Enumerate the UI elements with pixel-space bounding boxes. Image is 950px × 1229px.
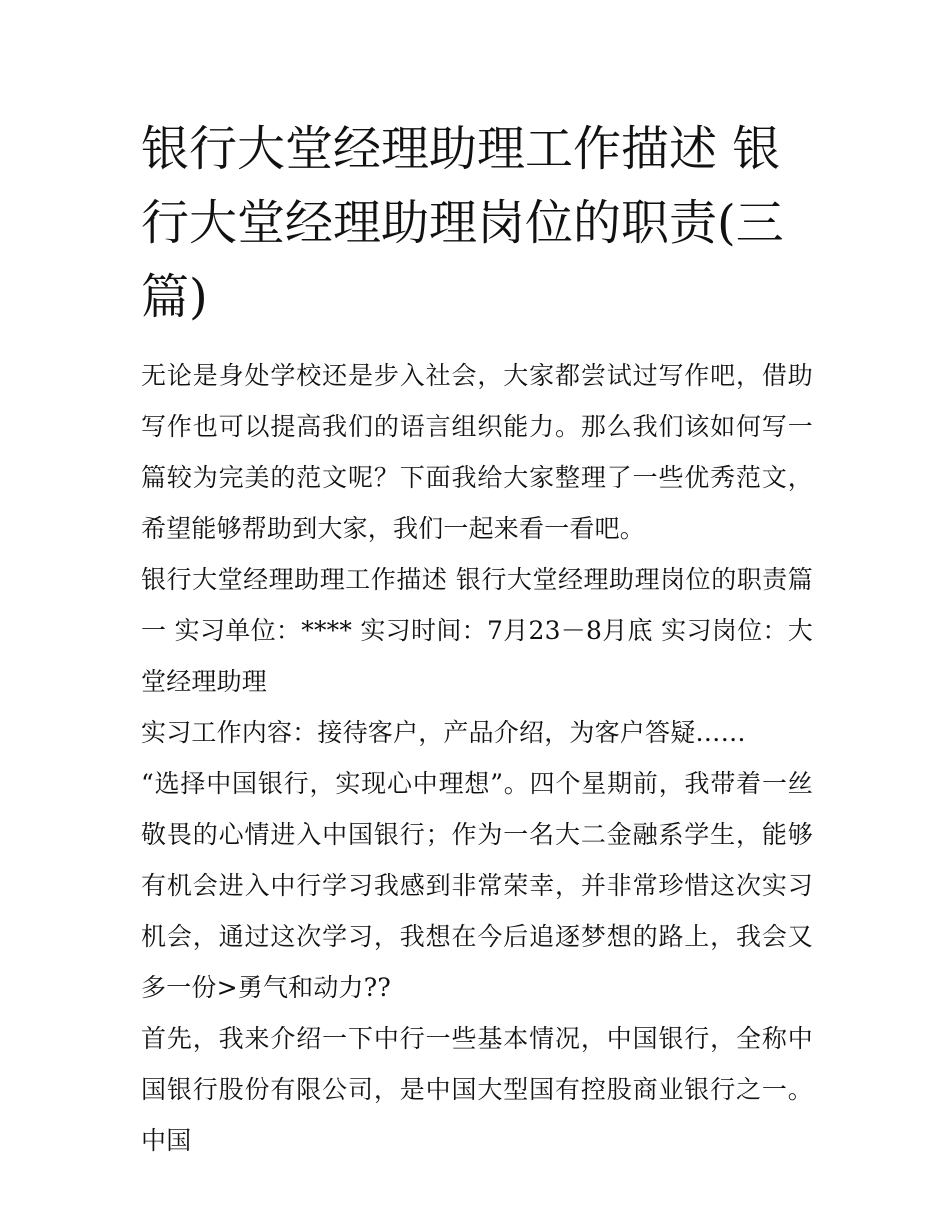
paragraph-intro: 无论是身处学校还是步入社会，大家都尝试过写作吧，借助写作也可以提高我们的语言组织能力。那么我们该如何写一篇较为完美的范文呢？下面我给大家整理了一些优秀范文，希望能够帮助到大家，我们一起来看一看吧。 [141,361,813,543]
paragraph-motivation: “选择中国银行，实现心中理想”。四个星期前，我带着一丝敬畏的心情进入中国银行；作为一名大二金融系学生，能够有机会进入中行学习我感到非常荣幸，并非常珍惜这次实习机会，通过这次学习，我想在今后追逐梦想的路上，我会又多一份>勇气和动力?? [141,769,813,1002]
document-body [141,350,813,1166]
paragraph-bank-intro: 首先，我来介绍一下中行一些基本情况，中国银行，全称中国银行股份有限公司，是中国大型国有控股商业银行之一。中国 [141,1024,813,1155]
paragraph-work-content: 实习工作内容：接待客户，产品介绍，为客户答疑…… [141,718,746,747]
document-title: 银行大堂经理助理工作描述 银行大堂经理助理岗位的职责(三篇) [141,121,784,325]
document-page [141,112,813,1166]
paragraph-internship-info: 银行大堂经理助理工作描述 银行大堂经理助理岗位的职责篇一 实习单位：**** 实习时间：7月23－8月底 实习岗位：大堂经理助理 [141,565,813,696]
